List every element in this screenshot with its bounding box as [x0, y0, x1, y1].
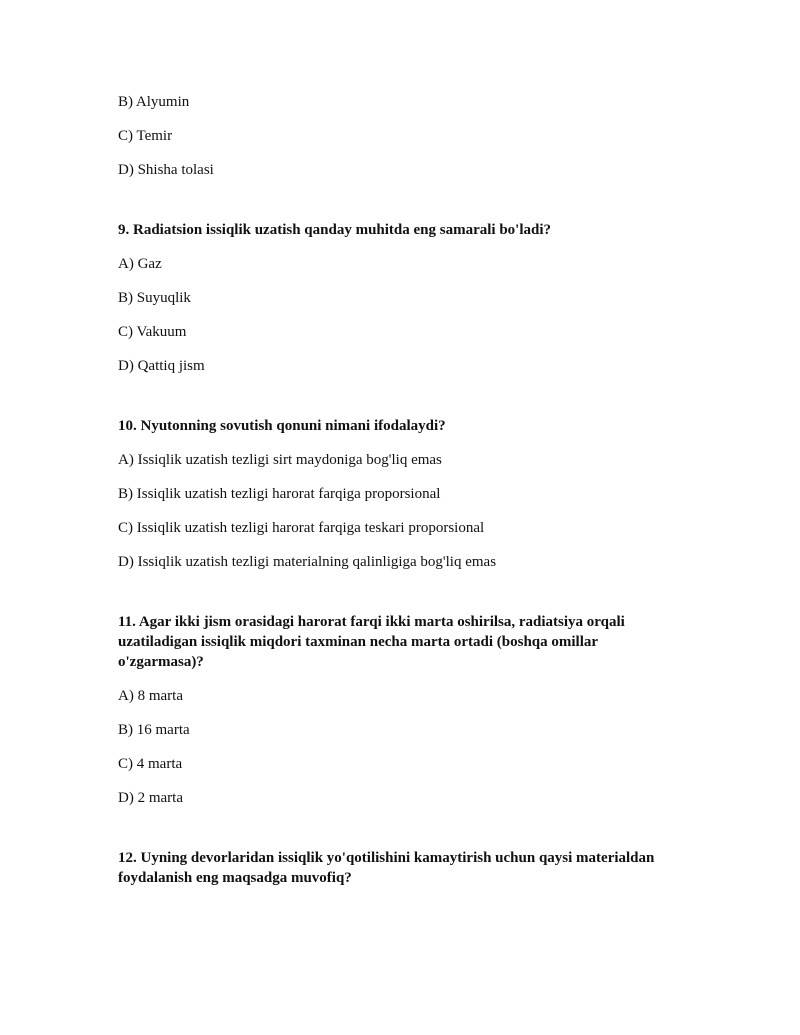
question-block: [118, 848, 698, 888]
option-d: D) 2 marta: [118, 790, 183, 806]
question-block: [118, 416, 698, 572]
question-text-line-3: o'zgarmasa)?: [118, 654, 204, 670]
carryover-options: [118, 92, 698, 180]
question-heading: [118, 612, 698, 672]
option-b: B) 16 marta: [118, 722, 190, 738]
question-heading: [118, 416, 698, 436]
question-text-line-2: foydalanish eng maqsadga muvofiq?: [118, 870, 352, 886]
option-a: A) 8 marta: [118, 688, 183, 704]
option-b: B) Issiqlik uzatish tezligi harorat farqiga proporsional: [118, 486, 441, 502]
question-block: [118, 612, 698, 808]
option-d: D) Issiqlik uzatish tezligi materialning qalinligiga bog'liq emas: [118, 554, 497, 570]
option-a: A) Issiqlik uzatish tezligi sirt maydoniga bog'liq emas: [118, 452, 442, 468]
question-text-line-1: 11. Agar ikki jism orasidagi harorat farqi ikki marta oshirilsa, radiatsiya orqali: [118, 614, 625, 630]
question-text: 9. Radiatsion issiqlik uzatish qanday muhitda eng samarali bo'ladi?: [118, 222, 552, 238]
option-d: D) Shisha tolasi: [118, 162, 214, 178]
question-block: [118, 220, 698, 376]
option-c: C) Temir: [118, 128, 173, 144]
question-heading: [118, 848, 698, 888]
option-d: D) Qattiq jism: [118, 358, 205, 374]
option-a: A) Gaz: [118, 256, 162, 272]
question-text: 10. Nyutonning sovutish qonuni nimani ifodalaydi?: [118, 418, 446, 434]
option-c: C) Vakuum: [118, 324, 187, 340]
question-text-line-2: uzatiladigan issiqlik miqdori taxminan necha marta ortadi (boshqa omillar: [118, 634, 599, 650]
option-c: C) Issiqlik uzatish tezligi harorat farqiga teskari proporsional: [118, 520, 485, 536]
option-c: C) 4 marta: [118, 756, 183, 772]
document-page: [118, 92, 698, 902]
option-b: B) Alyumin: [118, 94, 190, 110]
question-text-line-1: 12. Uyning devorlaridan issiqlik yo'qotilishini kamaytirish uchun qaysi materialdan: [118, 850, 655, 866]
option-b: B) Suyuqlik: [118, 290, 191, 306]
question-heading: [118, 220, 698, 240]
